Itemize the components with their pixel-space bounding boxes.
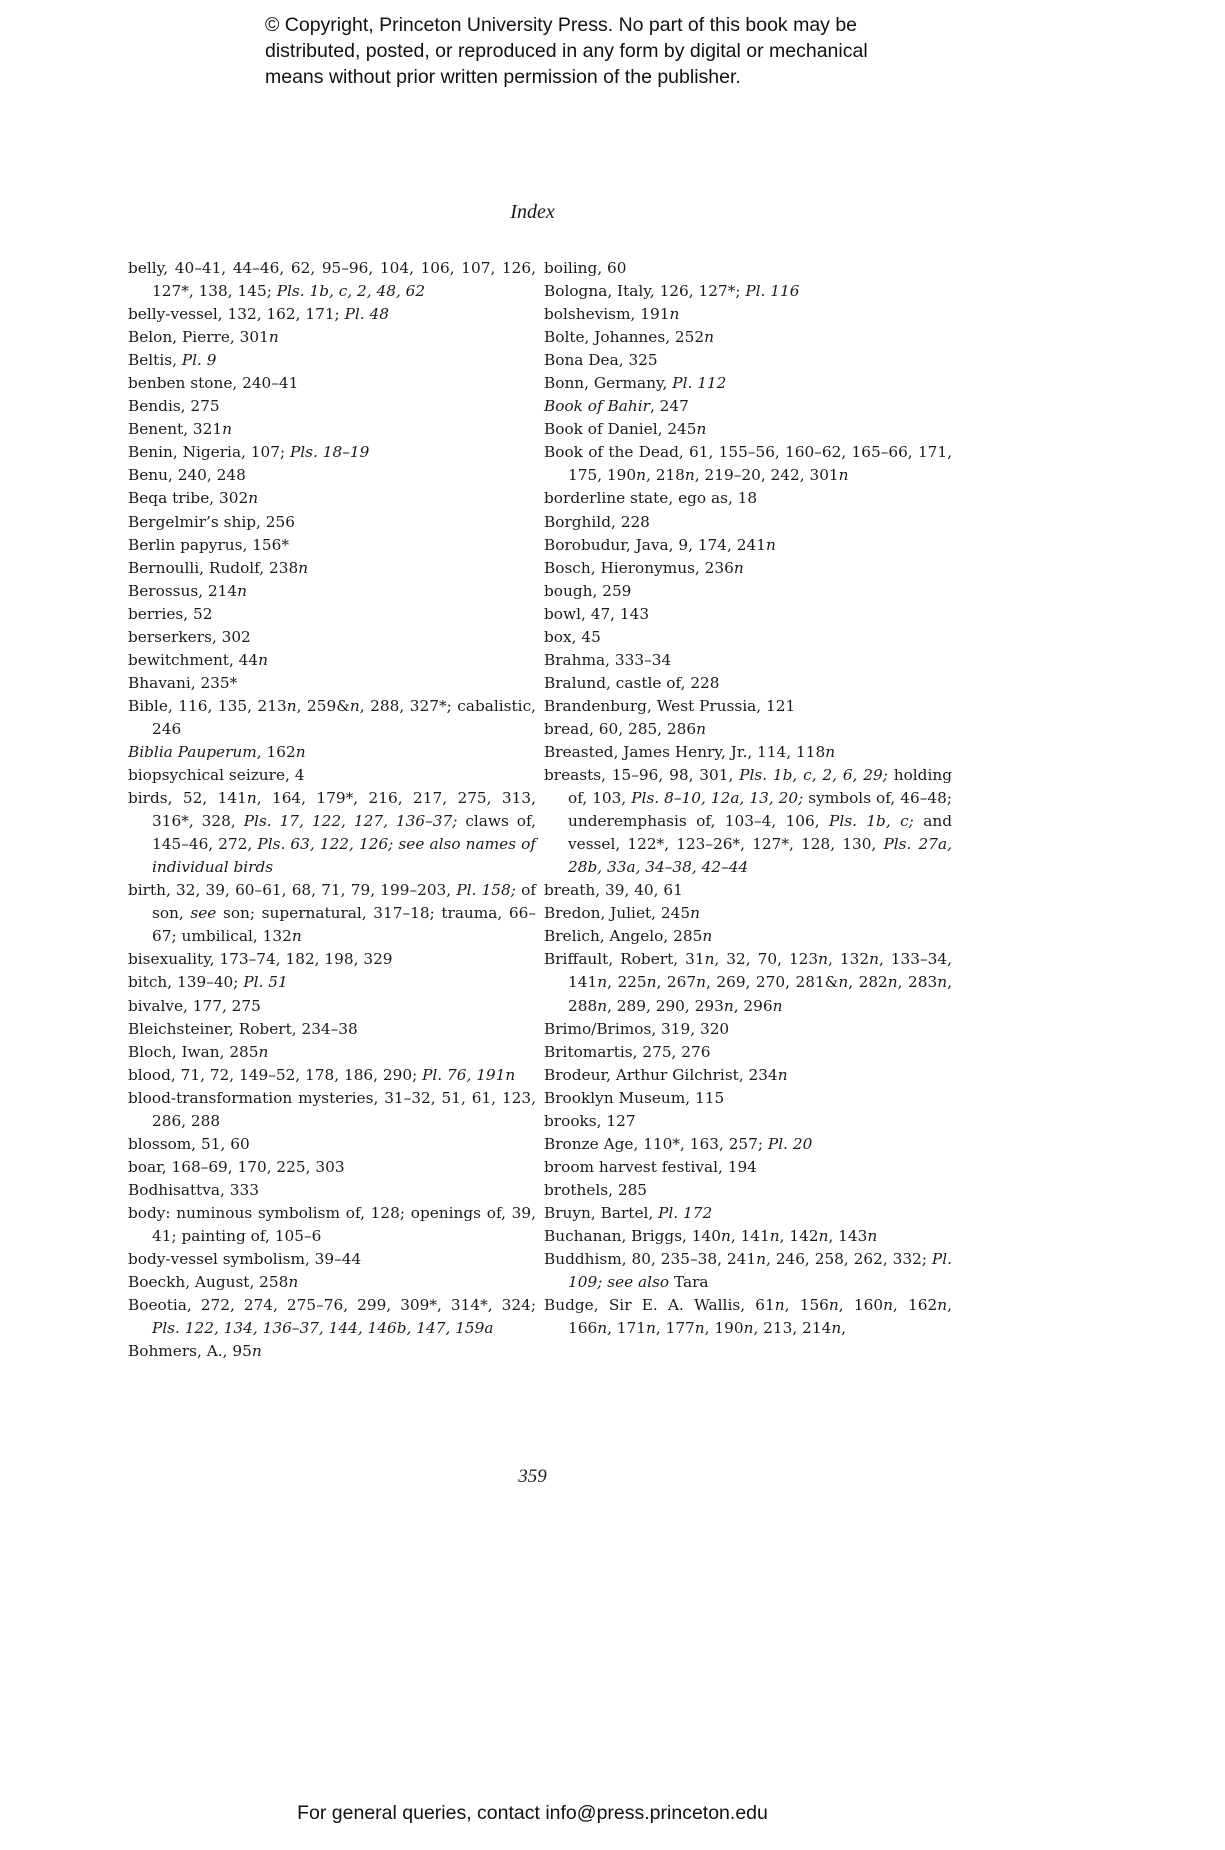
- index-entry: [128, 418, 536, 441]
- index-entry-italic-text: n: [825, 742, 836, 761]
- index-entry-italic-text: n: [298, 558, 309, 577]
- index-entry-text: Briffault, Robert, 31: [544, 950, 705, 969]
- index-entry-text: , 32, 70, 123: [714, 950, 819, 969]
- index-entry-italic-text: Pls. 27a, 28b, 33a, 34–38, 42–44: [568, 835, 952, 877]
- index-entry-italic-text: Pl. 112: [672, 374, 727, 393]
- index-entry-text: , 247: [649, 397, 689, 416]
- index-entry-text: brooks, 127: [544, 1111, 636, 1130]
- index-entry: [544, 257, 952, 280]
- index-entry-text: and vessel, 122*, 123–26*, 127*, 128, 130,: [568, 812, 952, 854]
- index-entry-italic-text: n: [258, 1042, 269, 1061]
- index-entry-italic-text: n: [769, 1226, 780, 1245]
- index-entry: [128, 1179, 536, 1202]
- index-entry-text: Breasted, James Henry, Jr., 114, 118: [544, 742, 826, 761]
- index-entry: [544, 1087, 952, 1110]
- index-entry-text: , 259&: [296, 696, 350, 715]
- index-entry-italic-text: n: [818, 950, 829, 969]
- index-entry-italic-text: n: [743, 1319, 754, 1338]
- index-entry: [544, 1179, 952, 1202]
- index-entry-text: , 190: [704, 1319, 744, 1338]
- index-entry: [544, 441, 952, 487]
- index-entry-text: Borghild, 228: [544, 512, 650, 531]
- index-entry-text: Britomartis, 275, 276: [544, 1042, 711, 1061]
- index-entry-text: Bologna, Italy, 126, 127*;: [544, 282, 746, 301]
- index-entry-text: bisexuality, 173–74, 182, 198, 329: [128, 950, 393, 969]
- copyright-line-3: means without prior written permission of the publisher.: [265, 66, 741, 88]
- index-entry-text: blood-transformation mysteries, 31–32, 51, 61, 123, 286, 288: [128, 1088, 536, 1130]
- index-entry: [544, 1041, 952, 1064]
- index-entry-text: berries, 52: [128, 604, 213, 623]
- index-entry-text: Benin, Nigeria, 107;: [128, 443, 290, 462]
- index-entry-text: Bernoulli, Rudolf, 238: [128, 558, 299, 577]
- index-entry-text: Budge, Sir E. A. Wallis, 61: [544, 1296, 775, 1315]
- index-entry-italic-text: n: [869, 950, 879, 969]
- index-entry-italic-text: n: [838, 466, 849, 485]
- index-entry-italic-text: Pl. 9: [181, 351, 217, 370]
- index-entry-text: , 162: [256, 742, 296, 761]
- index-entry-italic-text: n: [690, 904, 700, 923]
- index-entry-italic-text: Pls. 1b, c, 2, 48, 62: [276, 282, 426, 301]
- index-entry-italic-text: Pls. 1b, c;: [829, 812, 914, 831]
- index-entry: [544, 1018, 952, 1041]
- index-entry-text: Bergelmir’s ship, 256: [128, 512, 295, 531]
- index-entry: [128, 626, 536, 649]
- index-entry-text: breath, 39, 40, 61: [544, 881, 683, 900]
- index-entry: [544, 879, 952, 902]
- index-entry-text: Brimo/Brimos, 319, 320: [544, 1019, 730, 1038]
- index-entry-text: , 288: [568, 973, 952, 1015]
- index-entry: [128, 787, 536, 879]
- index-entry-text: Benu, 240, 248: [128, 466, 246, 485]
- index-entry: [544, 649, 952, 672]
- index-entry-italic-text: n: [831, 1319, 842, 1338]
- index-entry: [128, 395, 536, 418]
- index-entry-text: Bralund, castle of, 228: [544, 673, 720, 692]
- index-entry: [128, 995, 536, 1018]
- index-entry-text: Berossus, 214: [128, 581, 238, 600]
- index-entry-italic-text: n: [597, 973, 608, 992]
- index-entry: [544, 395, 952, 418]
- index-entry-text: bolshevism, 191: [544, 305, 670, 324]
- index-entry-italic-text: Pls. 18–19: [290, 443, 370, 462]
- index-entry: [128, 672, 536, 695]
- index-entry-italic-text: Pls. 122, 134, 136–37, 144, 146b, 147, 159a: [152, 1319, 494, 1338]
- index-entry-text: , 156: [784, 1296, 829, 1315]
- index-entry: [128, 441, 536, 464]
- index-entry-text: Boeckh, August, 258: [128, 1273, 289, 1292]
- index-entry-italic-text: n: [772, 996, 783, 1015]
- index-entry-italic-text: n: [248, 489, 259, 508]
- index-entry-text: borderline state, ego as, 18: [544, 489, 758, 508]
- index-entry-text: berserkers, 302: [128, 627, 251, 646]
- index-entry-italic-text: n: [696, 973, 706, 992]
- index-entry: [128, 511, 536, 534]
- index-entry: [128, 1018, 536, 1041]
- index-entry-italic-text: Book of Bahir: [544, 397, 650, 416]
- index-entry-text: boiling, 60: [544, 259, 627, 277]
- index-entry-text: , 218: [645, 466, 685, 485]
- index-entry-text: Bosch, Hieronymus, 236: [544, 558, 734, 577]
- index-entry-italic-text: n: [222, 420, 232, 439]
- index-entry: [128, 879, 536, 948]
- index-entry-text: , 269, 270, 281&: [705, 973, 839, 992]
- index-entry-italic-text: n: [646, 1319, 656, 1338]
- index-entry-text: Bhavani, 235*: [128, 673, 238, 692]
- index-entry: [128, 487, 536, 510]
- index-entry-text: , 162: [892, 1296, 938, 1315]
- index-entry-text: Borobudur, Java, 9, 174, 241: [544, 535, 766, 554]
- index-entry-italic-text: n: [887, 973, 898, 992]
- index-entry: [128, 741, 536, 764]
- index-entry-text: , 166: [568, 1296, 952, 1338]
- index-entry-italic-text: n: [723, 996, 734, 1015]
- index-entry-italic-text: n: [288, 1273, 299, 1292]
- index-entry-italic-text: Pl. 48: [344, 305, 389, 324]
- index-entry: [128, 948, 536, 971]
- index-entry: [128, 649, 536, 672]
- index-entry-text: Book of Daniel, 245: [544, 420, 697, 439]
- index-entry-italic-text: n: [636, 466, 646, 485]
- index-entry-text: boar, 168–69, 170, 225, 303: [128, 1157, 345, 1176]
- index-entry-text: Bronze Age, 110*, 163, 257;: [544, 1134, 768, 1153]
- index-entry: [544, 1294, 952, 1340]
- index-entry-text: Brandenburg, West Prussia, 121: [544, 696, 796, 715]
- index-entry-text: , 133–34, 141: [568, 950, 952, 992]
- index-entry-text: bowl, 47, 143: [544, 604, 650, 623]
- index-entry-italic-text: see: [190, 904, 217, 923]
- index-entry-italic-text: n: [694, 1319, 705, 1338]
- index-entry: [544, 487, 952, 510]
- index-entry-italic-text: n: [696, 420, 707, 439]
- index-entry: [544, 603, 952, 626]
- index-entry-text: biopsychical seizure, 4: [128, 766, 305, 785]
- page-number: 359: [518, 1466, 547, 1487]
- copyright-line-2: distributed, posted, or reproduced in any form by digital or mechanical: [265, 40, 868, 62]
- index-entry-text: Brooklyn Museum, 115: [544, 1088, 725, 1107]
- index-entry: [544, 1110, 952, 1133]
- index-entry-text: , 160: [838, 1296, 884, 1315]
- index-entry-text: symbols of, 46–48; underemphasis of, 103–4, 106,: [568, 789, 952, 831]
- index-entry-text: Bodhisattva, 333: [128, 1180, 259, 1199]
- index-entry: [544, 695, 952, 718]
- page-title: Index: [510, 201, 555, 223]
- index-entry-italic-text: n: [937, 973, 948, 992]
- index-entry-italic-text: n: [251, 1342, 262, 1361]
- index-entry-text: of son,: [152, 881, 536, 923]
- index-entry-text: , 141: [730, 1226, 770, 1245]
- index-entry-italic-text: n: [867, 1226, 878, 1245]
- index-entry-text: ,: [841, 1319, 847, 1338]
- index-entry-text: Bolte, Johannes, 252: [544, 328, 705, 347]
- index-entry-italic-text: n: [696, 719, 706, 738]
- index-entry-text: box, 45: [544, 627, 601, 646]
- index-entry-text: body-vessel symbolism, 39–44: [128, 1250, 362, 1269]
- index-entry: [544, 741, 952, 764]
- index-entry-text: brothels, 285: [544, 1180, 648, 1199]
- index-entry: [544, 1064, 952, 1087]
- index-entry-text: blossom, 51, 60: [128, 1134, 250, 1153]
- index-entry-text: holding of, 103,: [568, 766, 952, 808]
- index-entry-text: Buddhism, 80, 235–38, 241: [544, 1250, 757, 1269]
- index-entry-italic-text: n: [818, 1226, 829, 1245]
- copyright-notice: [265, 12, 965, 90]
- copyright-line-1: © Copyright, Princeton University Press. No part of this book may be: [265, 14, 858, 36]
- index-entry-text: blood, 71, 72, 149–52, 178, 186, 290;: [128, 1065, 423, 1084]
- index-entry-text: bitch, 139–40;: [128, 973, 244, 992]
- index-entry: [128, 303, 536, 326]
- index-entry: [544, 902, 952, 925]
- index-column-right: [544, 257, 952, 1340]
- index-entry: [128, 764, 536, 787]
- index-entry-italic-text: n: [883, 1296, 893, 1315]
- index-entry-italic-text: n: [286, 696, 297, 715]
- index-entry: [544, 764, 952, 879]
- index-entry: [544, 626, 952, 649]
- index-entry-text: Bible, 116, 135, 213: [128, 696, 287, 715]
- index-entry-text: Tara: [669, 1273, 709, 1292]
- index-entry-text: Brodeur, Arthur Gilchrist, 234: [544, 1065, 778, 1084]
- index-entry-italic-text: Biblia Pauperum: [128, 742, 257, 761]
- index-entry-text: , 225: [607, 973, 647, 992]
- index-entry: [544, 326, 952, 349]
- index-entry-text: bewitchment, 44: [128, 650, 259, 669]
- index-entry-text: , 283: [897, 973, 938, 992]
- index-entry-italic-text: n: [295, 742, 306, 761]
- index-entry: [544, 418, 952, 441]
- index-entry-italic-text: n: [838, 973, 849, 992]
- index-entry-italic-text: Pls. 8–10, 12a, 13, 20;: [631, 789, 804, 808]
- index-entry-italic-text: n: [774, 1296, 785, 1315]
- index-entry-italic-text: Pls. 63, 122, 126; see also names of individual birds: [152, 835, 536, 877]
- index-entry-italic-text: n: [349, 696, 360, 715]
- index-entry-italic-text: n: [246, 789, 257, 808]
- index-entry-text: Bona Dea, 325: [544, 351, 658, 370]
- index-entry-text: , 246, 258, 262, 332;: [765, 1250, 932, 1269]
- index-entry-text: Bendis, 275: [128, 397, 220, 416]
- index-entry-text: benben stone, 240–41: [128, 374, 299, 393]
- index-entry: [128, 1041, 536, 1064]
- index-entry: [128, 580, 536, 603]
- index-entry-text: , 219–20, 242, 301: [694, 466, 839, 485]
- index-entry: [544, 1133, 952, 1156]
- index-entry-text: , 142: [779, 1226, 819, 1245]
- index-entry-italic-text: n: [765, 535, 776, 554]
- index-entry-text: , 289, 290, 293: [607, 996, 724, 1015]
- index-entry-text: birds, 52, 141: [128, 789, 247, 808]
- index-entry: [544, 925, 952, 948]
- index-entry: [544, 511, 952, 534]
- index-entry-text: broom harvest festival, 194: [544, 1157, 757, 1176]
- index-entry: [544, 534, 952, 557]
- index-entry: [128, 1156, 536, 1179]
- index-entry-text: bivalve, 177, 275: [128, 996, 261, 1015]
- index-entry: [128, 1340, 536, 1363]
- index-entry: [544, 1225, 952, 1248]
- index-entry-italic-text: Pl. 51: [243, 973, 288, 992]
- contact-footer: For general queries, contact info@press.princeton.edu: [297, 1802, 768, 1824]
- index-entry: [128, 534, 536, 557]
- index-entry-text: breasts, 15–96, 98, 301,: [544, 766, 740, 785]
- index-entry-text: Beqa tribe, 302: [128, 489, 249, 508]
- index-entry: [128, 1064, 536, 1087]
- index-entry-italic-text: n: [828, 1296, 839, 1315]
- index-entry: [128, 603, 536, 626]
- index-entry-text: Benent, 321: [128, 420, 223, 439]
- index-entry-italic-text: n: [720, 1226, 731, 1245]
- index-entry-italic-text: n: [702, 927, 713, 946]
- index-entry: [128, 464, 536, 487]
- index-entry-text: , 296: [733, 996, 773, 1015]
- index-entry: [544, 303, 952, 326]
- index-entry: [544, 557, 952, 580]
- index-entry: [544, 1248, 952, 1294]
- index-entry-italic-text: n: [704, 950, 715, 969]
- index-entry-text: , 288, 327*; cabalistic, 246: [152, 696, 537, 738]
- index-entry-italic-text: Pl. 109; see also: [568, 1250, 952, 1292]
- index-entry-text: Buchanan, Briggs, 140: [544, 1226, 721, 1245]
- index-entry-text: Bruyn, Bartel,: [544, 1203, 659, 1222]
- index-entry-text: belly-vessel, 132, 162, 171;: [128, 305, 345, 324]
- index-entry: [128, 1087, 536, 1133]
- index-entry: [544, 280, 952, 303]
- index-entry-text: , 143: [828, 1226, 868, 1245]
- index-entry-italic-text: n: [597, 996, 608, 1015]
- index-entry-text: Bleichsteiner, Robert, 234–38: [128, 1019, 358, 1038]
- index-entry-text: , 282: [848, 973, 888, 992]
- index-entry-italic-text: n: [669, 305, 680, 324]
- index-entry-italic-text: n: [684, 466, 695, 485]
- index-entry-text: son; supernatural, 317–18; trauma, 66–67; umbilical, 132: [152, 904, 536, 946]
- index-entry-text: birth, 32, 39, 60–61, 68, 71, 79, 199–203,: [128, 881, 457, 900]
- index-entry-italic-text: Pl. 20: [767, 1134, 813, 1153]
- index-entry: [128, 1294, 536, 1340]
- index-entry: [128, 349, 536, 372]
- index-entry-italic-text: Pl. 172: [658, 1203, 713, 1222]
- index-entry-italic-text: n: [291, 927, 302, 946]
- index-entry-text: claws of, 145–46, 272,: [152, 812, 536, 854]
- index-entry-text: , 171: [607, 1319, 646, 1338]
- index-entry-italic-text: n: [937, 1296, 948, 1315]
- index-entry-text: Berlin papyrus, 156*: [128, 535, 290, 554]
- index-entry-text: Brahma, 333–34: [544, 650, 672, 669]
- index-entry: [544, 1156, 952, 1179]
- index-entry: [544, 372, 952, 395]
- index-entry: [128, 557, 536, 580]
- index-entry-italic-text: Pls. 17, 122, 127, 136–37;: [243, 812, 458, 831]
- index-entry-italic-text: n: [646, 973, 657, 992]
- index-entry: [128, 326, 536, 349]
- index-entry-text: Book of the Dead, 61, 155–56, 160–62, 165–66, 171, 175, 190: [544, 443, 952, 485]
- index-entry-text: , 132: [828, 950, 870, 969]
- index-entry-text: Bloch, Iwan, 285: [128, 1042, 259, 1061]
- index-entry: [128, 257, 536, 303]
- index-entry: [544, 948, 952, 1017]
- index-entry-italic-text: n: [258, 650, 269, 669]
- index-entry: [544, 718, 952, 741]
- index-entry: [128, 695, 536, 741]
- index-entry: [544, 349, 952, 372]
- index-entry-italic-text: Pls. 1b, c, 2, 6, 29;: [739, 766, 888, 785]
- index-entry-italic-text: n: [268, 328, 279, 347]
- index-entry-text: Beltis,: [128, 351, 182, 370]
- index-entry: [128, 1271, 536, 1294]
- index-entry-italic-text: n: [597, 1319, 608, 1338]
- index-entry: [128, 1248, 536, 1271]
- index-entry-italic-text: Pl. 76, 191n: [422, 1065, 516, 1084]
- index-entry-italic-text: n: [704, 328, 714, 347]
- index-column-left: [128, 257, 536, 1363]
- index-entry-text: Bonn, Germany,: [544, 374, 673, 393]
- index-entry-text: bough, 259: [544, 581, 632, 600]
- index-entry: [544, 580, 952, 603]
- index-entry-text: Bredon, Juliet, 245: [544, 904, 691, 923]
- index-entry-text: , 177: [655, 1319, 695, 1338]
- index-entry: [128, 1202, 536, 1248]
- index-entry: [128, 971, 536, 994]
- index-entry-text: Belon, Pierre, 301: [128, 328, 269, 347]
- index-entry: [128, 1133, 536, 1156]
- index-entry-italic-text: n: [237, 581, 247, 600]
- index-entry-text: bread, 60, 285, 286: [544, 719, 697, 738]
- index-entry-italic-text: n: [756, 1250, 766, 1269]
- index-entry-italic-text: n: [733, 558, 744, 577]
- index-entry: [544, 672, 952, 695]
- index-entry-text: belly, 40–41, 44–46, 62, 95–96, 104, 106, 107, 126, 127*, 138, 145;: [128, 259, 536, 301]
- index-entry-text: Boeotia, 272, 274, 275–76, 299, 309*, 314*, 324;: [128, 1296, 536, 1315]
- index-entry-text: body: numinous symbolism of, 128; openings of, 39, 41; painting of, 105–6: [128, 1203, 536, 1245]
- index-entry-italic-text: Pl. 116: [745, 282, 800, 301]
- index-entry-text: , 213, 214: [753, 1319, 832, 1338]
- index-entry-text: , 164, 179*, 216, 217, 275, 313, 316*, 328,: [152, 789, 536, 831]
- index-entry-italic-text: Pl. 158;: [456, 881, 516, 900]
- index-entry-italic-text: n: [777, 1065, 788, 1084]
- index-entry: [544, 1202, 952, 1225]
- index-entry-text: Bohmers, A., 95: [128, 1342, 252, 1361]
- index-entry: [128, 372, 536, 395]
- index-entry-text: , 267: [656, 973, 697, 992]
- index-entry-text: Brelich, Angelo, 285: [544, 927, 703, 946]
